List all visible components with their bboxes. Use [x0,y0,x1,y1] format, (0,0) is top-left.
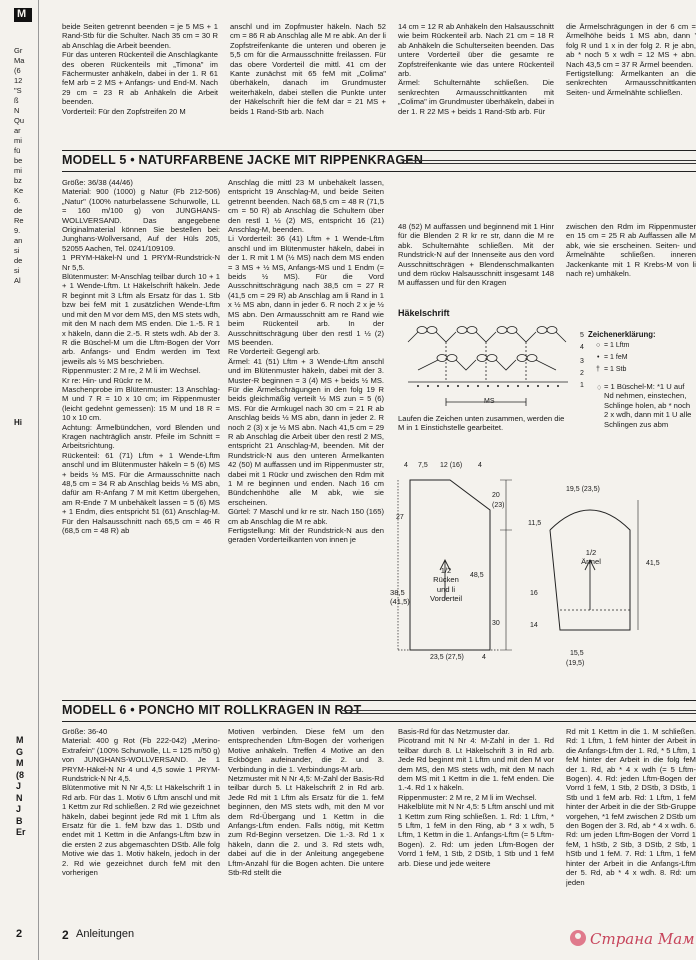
chart-row-3 [437,355,537,362]
model5-column-3: 48 (52) M auffassen und beginnend mit 1 Hinr für die Blenden 2 R kr re str, dann die M re abk. Schulternähte schließen. Mit der Rundstrick-N auf der Innenseite aus den vord Ausschnittschrägen + Blendenschmalkanten und dem rückw Halsausschnitt insgesamt 148 M auffassen und für den Kragen [398,222,554,288]
sleeve-top-dim: 19,5 (23,5) [566,486,600,493]
model6-heading: MODELL 6 • PONCHO MIT ROLLKRAGEN IN ROT [62,703,362,717]
model5-heading: MODELL 5 • NATURFARBENE JACKE MIT RIPPENKRAGEN [62,153,424,167]
dim-left-385: 38,5 (41,5) [390,588,410,607]
sleeve-dim-415: 41,5 [646,560,660,567]
top-column-4: die Ärmelschrägungen in der 6 cm = Ärmelhöhe beids 1 MS abn, dann ' folg R und 1 x in der folg 2. R je abn, ab * noch 5 x wdh = 12 MS + abn. Nach 43,5 cm = 37 R Ärmel beenden. Fertigstellung: Ärmelkanten an die senkrechten Armausschnittkanten Seiten- und Ärmelnähte schließen. [566,22,696,97]
page-number: 2 [16,928,23,940]
page-gutter [38,0,39,960]
dim-right-2: (23) [492,502,505,509]
left-margin-text: Gr Ma (6 12 "S ß N Qu ar mi fü be mi bz Ke 6. de Re 9. an si de si Al [14,46,25,285]
piece-label-body: 1/2 Rücken und li Vorderteil [429,566,463,604]
ms-label: MS [484,398,495,405]
top-column-1: beide Seiten getrennt beenden = je 5 MS + 1 Rand-Stb für die Schulter. Nach 35 cm = 30 R ab Anschlag die Arbeit beenden. Für das unteren Rückenteil die Anschlagkante des oberen Rückenteils mit „Timona" im Fächermuster anhäkeln, dabei in der 1. R 61 feM arb = 2 MS + Anfangs- und End-M. Nach 29 cm = 23 R ab Anhäkeln die Arbeit beenden. Vorderteil: Für den Zopfstreifen 20 M [62,22,218,116]
left-margin-mid: Hi [14,418,22,427]
section-title: Anleitungen [76,928,135,940]
margin-marker-letter: M [17,8,27,20]
legend-chain-icon: ○ [596,342,601,349]
chart-row-label-1: 1 [580,382,584,389]
chart-row-label-5: 5 [580,332,584,339]
dim-30: 30 [492,620,500,627]
dim-bottom-2: 4 [482,654,486,661]
legend-sc: = 1 feM [604,354,628,361]
heading6-rule-top [62,700,696,701]
chart-row-label-4: 4 [580,344,584,351]
sleeve-bottom-1: 15,5 [570,650,584,657]
model6-column-1: Größe: 36-40 Material: 400 g Rot (Fb 222-042) „Merino-Extrafein" (100% Schurwolle, LL = 125 m/50 g) von JUNGHANS-WOLLVERSAND. Je 1 PRYM-Häkel-N Nr 4 und 4,5 sowie 1 PRYM-Rundstrick-N Nr 4,5. Blütenmotive mit N Nr 4,5: Lt Häkelschrift 1 in Rd arb. Für das 1. Motiv 6 Lftm anschl und mit 1 Kettm zur Rd schließen. 2 Rd wie gezeichnet häkeln, dabei beginnt jede Rd mit 1 Lftm als Ersatz für die 1. feM bzw das 1. DStb und endet mit 1 Kettm in die Anfangs-Lftm bzw in die ersten 2 zus abgemaschten DStb. Alle folg Motive wie das 1. Motiv häkeln, jedoch in der 2. Rd wie gezeichnet durch feM mit den vorherigen [62,727,220,878]
heading6-rule-bottom [62,721,696,722]
model5-column-4: zwischen den Rdm im Rippenmuster en 15 cm = 25 R ab Auffassen alle M abk, wie sie erscheinen. Seiten- und Ärmelnähte schließen. inneren Jackenkante mit 1 R Krebs-M von li nach re) umhäkeln. [566,222,696,279]
dim-bottom-1: 23,5 (27,5) [430,654,464,661]
legend-title: Zeichenerklärung: [588,330,656,339]
legend-dc: = 1 Stb [604,366,627,373]
heading-rule-bottom [62,171,696,172]
dim-top-1: 4 [404,462,408,469]
model5-column-2: Anschlag die mittl 23 M unbehäkelt lassen, entspricht 19 Anschlag-M, und beide Seiten getrennt beenden. Nach 68,5 cm = 48 R (71,5 cm = 50 R) ab Anschlag die Schultern über den restl 1 ½ (2) MS, entspricht 16 (21) Anschlag-M, beenden. Li Vorderteil: 36 (41) Lftm + 1 Wende-Lftm anschl und im Blütenmuster häkeln, dabei in der 1. R mit 1 M (½ MS) nach dem MS enden = 3 MS + ½ MS, Anfangs-MS und 1 Endm (= beids ½ MS). Für die Vord Ausschnittschrägung nach 38,5 cm = 27 R (41,5 cm = 29 R) ab Anschlag am li Rand in 1 x ½ MS abn, dann in jeder 6. R noch 2 x je ½ MS abn. Den Armausschnitt am re Rand wie beim Rückenteil arb. In der Ausschnittschrägung über den restl 1 ½ (2) MS beenden. Re Vorderteil: Gegengl arb. Ärmel: 41 (51) Lftm + 3 Wende-Lftm anschl und im Blütenmuster häkeln, dabei mit der 3. Muster-R beginnen = 3 (4) MS + beids ½ MS. Für die Ärmelschrägungen in den folg 19 R beids gleichmäßig verteilt ½ MS zun = 5 (6) MS. Für die Armkugel nach 30 cm = 21 R ab Anschlag beids ½ MS abn, dann in jeder 2. R noch 2 (3) x je ½ MS abn. Nach 41,5 cm = 29 R ab Anschlag die Arbeit über den restl 2 MS, entspricht 21 Anschlag-M, beenden. Mit der Rundstrick-N aus den unteren Ärmelkanten 42 (50) M auffassen und im Rippenmuster str, dabei mit 1 Rückr und zwischen den Rdm mit 1 M re beginnen und enden. Nach 16 cm Bündchenhöhe alle M abk, wie sie erscheinen. Gürtel: 7 Maschl und kr re str. Nach 150 (165) cm ab Anschlag die M re abk. Fertigstellung: Mit der Rundstrick-N aus den geraden Vorderteilkanten von innen je [228,178,384,545]
top-column-2: anschl und im Zopfmuster häkeln. Nach 52 cm = 86 R ab Anschlag alle M re abk. An der li Zopfstreifenkante die unteren und oberen je 5,5 cm für die Armausschnitte freilassen. Für das obere Vorderteil die mittl. 41 cm der Kante zunächst mit 65 feM mit „Colima" überhäkeln, danach im Grundmuster weiterhäkeln, dabei stellen die Punkte unter der Häkelschrift hier die feM dar = 21 MS + beids 1 Rand-Stb arb. Nach [230,22,386,116]
top-column-3: 14 cm = 12 R ab Anhäkeln den Halsausschnitt wie beim Rückenteil arb. Nach 21 cm = 18 R ab Anhäkeln die Schulterseiten beenden. Das untere Vorderteil über die gesamte re Zopfstreifenkante wie das untere Rückenteil arb. Ärmel: Schulternähte schließen. Die senkrechten Armausschnittkanten mit „Colima" im Grundmuster überhäkeln, dabei in der 1. R 22 MS + beids 1 Rand-Stb arb. Für [398,22,554,116]
dim-485: 48,5 [470,572,484,579]
dim-right-1: 20 [492,492,500,499]
chart-row-label-2: 2 [580,370,584,377]
legend-cluster: = 1 Büschel-M: *1 U auf Nd nehmen, einstechen, Schlinge holen, ab * noch 2 x wdh, dann mit 1 U alle Schlingen zus abm [604,382,692,429]
chart-note: Laufen die Zeichen unten zusammen, werden die M in 1 Einstichstelle gearbeitet. [398,414,565,433]
legend-sc-icon: • [597,354,600,361]
chart-title: Häkelschrift [398,308,450,318]
heading-fill-5 [402,160,696,164]
model6-column-4: Rd mit 1 Kettm in die 1. M schließen. Rd: 1 Lftm, 1 feM hinter der Arbeit in die Anfangs-Lftm der 1. Rd, * 5 Lftm, 1 feM hinter der Arbeit in die folg feM der 1. Rd, ab * 4 x wdh (= 5 Lftm-Bogen). 4. Rd: jeden Lftm-Bogen der Vorrd 1 feM, 1 Stb, 2 DStb, 3 DStb, 1 Stb und 1 feM arb. Rd: 1 Lftm, 1 feM hinter der Arbeit in die der Stb-Gruppe vorgehen, *1 feM zwischen 2 DStb um den Bogen der 3. Rd, ab * 4 x wdh. 6. Rd: um jeden Lftm-Bogen der Vorrd 1 feM, 1 hStb, 2 Stb, 3 DStb, 2 Stb, 1 hStb und 1 feM. 7. Rd: 1 Lftm, 1 feM hinter der Arbeit in die Anfangs-Lftm der 5. Rd, ab * 4 x wdh. 8. Rd: um jeden [566,727,696,887]
page-number-inline: 2 [62,928,69,942]
dim-top-4: 4 [478,462,482,469]
legend-dc-icon: † [596,366,600,373]
watermark-text: Страна Мам [590,930,695,948]
left-margin-bottom: M G M (8 J N J B Er [16,735,26,837]
chart-row-label-3: 3 [580,358,584,365]
pattern-schematic-sleeve [540,490,650,670]
dim-top-2: 7,5 [418,462,428,469]
dim-top-3: 12 (16) [440,462,463,469]
heading-fill-6 [342,710,696,714]
legend-cluster-icon: ♢ [596,385,603,392]
model5-column-1: Größe: 36/38 (44/46) Material: 900 (1000) g Natur (Fb 212-506) „Natur" (100% naturbelassene Schurwolle, LL = 160 m/100 g) von JUNGHANS-WOLLVERSAND. Das angegebene Originalmaterial können Sie bestellen bei: Junghans-Wollversand, Auf der Hüls 205, 52055 Aachen, Tel. 0241/109109. 1 PRYM-Häkel-N und 1 PRYM-Rundstrick-N Nr 5,5. Blütenmuster: M-Anschlag teilbar durch 10 + 1 + 1 Wende-Lftm. Lt Häkelschrift häkeln. Jede R beginnt mit 3 Lftm als Ersatz für das 1. Stb bzw bei feM mit 1 zusätzlichen Wende-Lftm und mit den M vor dem MS, den MS stets wdh, mit den M nach dem MS enden. Die 1.-5. R 1 x häkeln, dann die 2.-5. R stets wdh. Ab der 3. R die Büschel-M um die Lftm-Bogen der Vorr arb. Anfangs- und Endm werden im Text jeweils als ½ MS beschrieben. Rippenmuster: 2 M re, 2 M li im Wechsel. Kr re: Hin- und Rückr re M. Maschenprobe im Blütenmuster: 13 Anschlag-M und 7 R = 10 x 10 cm; im Rippenmuster (leicht gedehnt gemessen): 15 M und 18 R = 10 x 10 cm. Achtung: Ärmelbündchen, vord Blenden und Kragen nachträglich anstr. Pfeile im Schnitt = Arbeitsrichtung. Rückenteil: 61 (71) Lftm + 1 Wende-Lftm anschl und im Blütenmuster häkeln = 5 (6) MS + beids ½ MS. Für die Armausschnitte nach 48,5 cm = 34 R ab Anschlag beids ½ MS abn, dafür am R-Anfang 7 M mit Kettm übergehen, am R-Ende 7 M unbehäkelt lassen = 5 (6) MS + 1 Endm, dies entspricht 51 (61) Anschlag-M. Für den Halsausschnitt nach 65,5 cm = 46 R (68,5 cm = 48 R) ab [62,178,220,536]
sleeve-dim-16: 16 [530,590,538,597]
sleeve-dim-115: 11,5 [528,520,542,527]
model6-column-2: Motiven verbinden. Diese feM um den entsprechenden Lftm-Bogen der vorherigen Motive anhäkeln. Treffen 4 Motive an den Eckbögen aufeinander, die 2. und 3. Verbindung in die 1. Verbindungs-M arb. Netzmuster mit N Nr 4,5: M-Zahl der Basis-Rd teilbar durch 5. Lt Häkelschrift 2 in Rd arb. Jede Rd mit 1 Lftm als Ersatz für die 1. feM beginnen, den MS stets wdh, mit den M vor dem Rd-Übergang und 1 Kettm in die Anfangs-Lftm enden. Falls nötig, mit Kettm zum Rd-Beginn versetzen. Die 1.-3. Rd 1 x häkeln, dann die 2. und 3. Rd stets wdh, dabei auf die in der Anleitung angegebene Lftm-Anzahl für die Bogen achten. Die untere Stb-Rd stellt die [228,727,384,878]
watermark-logo-icon [568,928,588,948]
dim-left-27: 27 [396,514,404,521]
model6-column-3: Basis-Rd für das Netzmuster dar. Picotrand mit N Nr 4: M-Zahl in der 1. Rd teilbar durch 8. Lt Häkelschrift 3 in Rd arb. Jede Rd beginnt mit 1 Lftm und mit den M vor dem MS, den MS stets wdh, mit den M nach dem MS mit 1 Kettm in die 1. feM enden. Die 1.-4. Rd 1 x häkeln. Rippenmuster: 2 M re, 2 M li im Wechsel. Häkelblüte mit N Nr 4,5: 5 Lftm anschl und mit 1 Kettm zum Ring schließen. 1. Rd: 1 Lftm, * 5 Lftm, 1 feM in den Ring, ab * 3 x wdh, 5 Lftm, 1 Kettm in die 1. Anfangs-Lftm (= 5 Lftm-Bogen). 2. Rd: um jeden Lftm-Bogen der Vorrd 1 feM, 1 Stb, 2 DStb, 1 Stb und 1 feM arb. Diese und jede weitere [398,727,554,868]
sleeve-dim-14: 14 [530,622,538,629]
legend-chain: = 1 Lftm [604,342,630,349]
chart-row-2 [418,360,556,370]
heading-rule-top [62,150,696,151]
piece-label-sleeve: 1/2 Ärmel [581,548,601,567]
sleeve-bottom-2: (19,5) [566,660,585,667]
